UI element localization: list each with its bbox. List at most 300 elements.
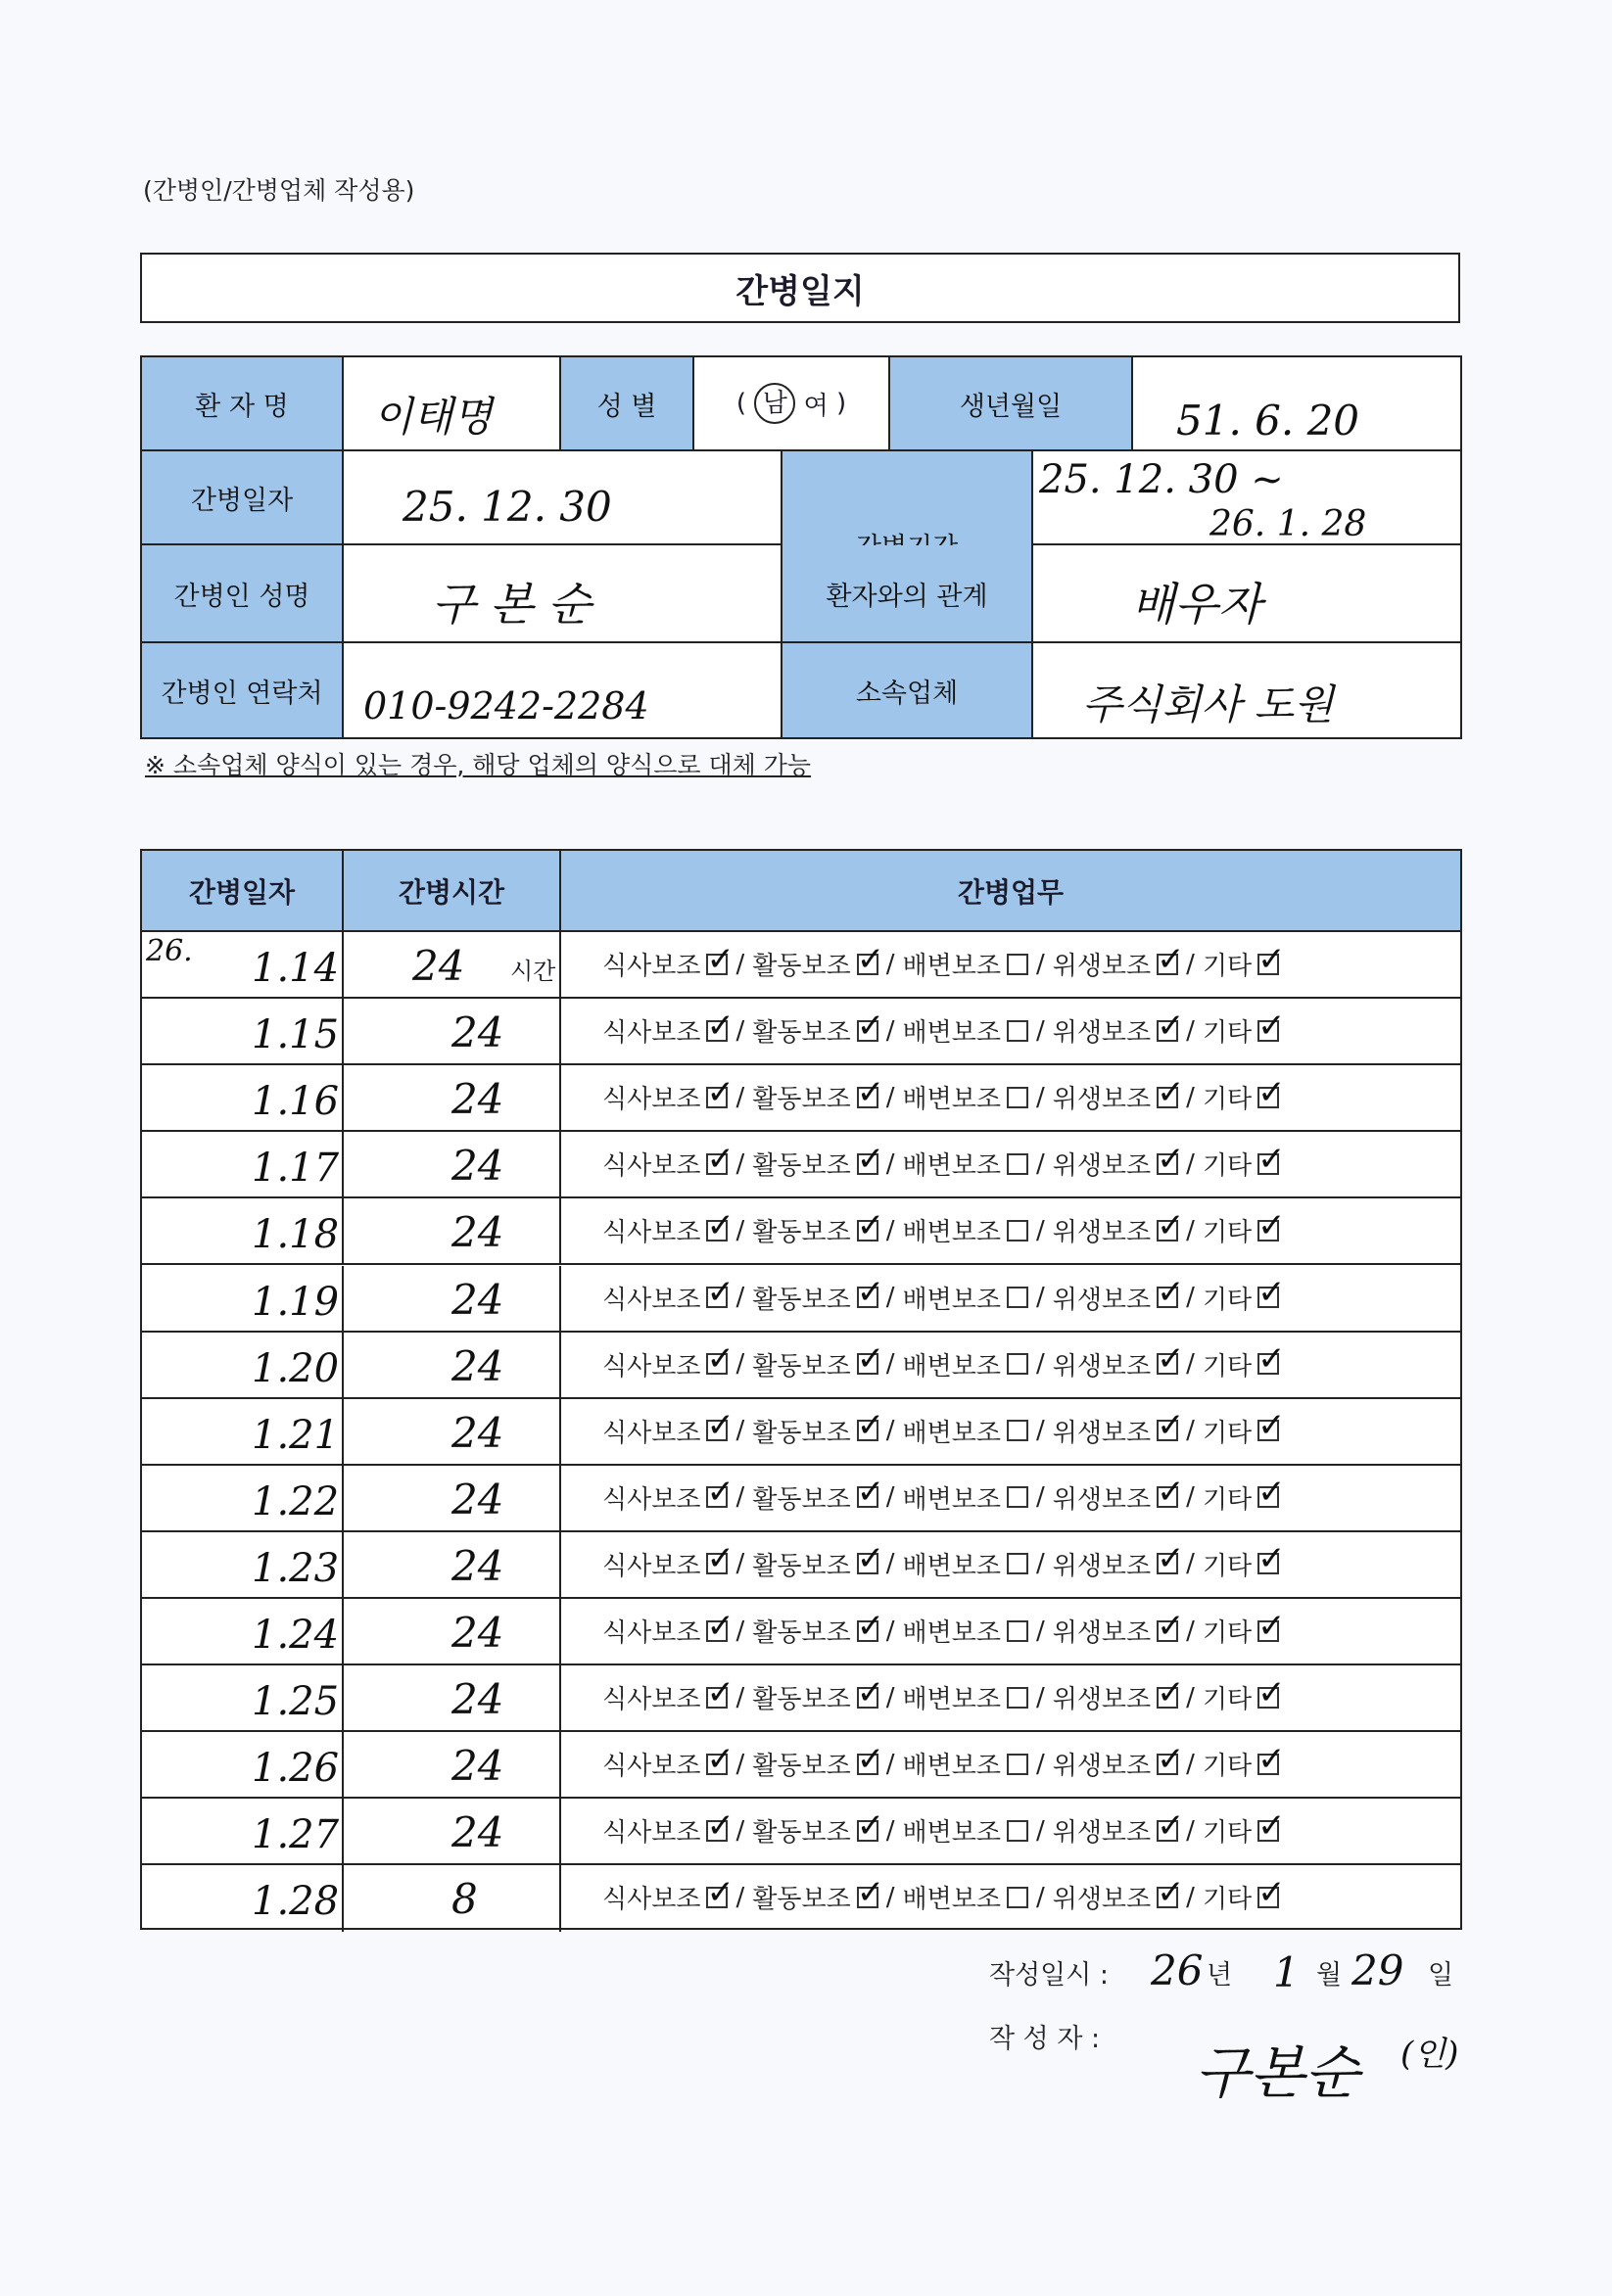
- checkmark-icon: ✓: [856, 1539, 885, 1579]
- separator: /: [1035, 1482, 1045, 1513]
- duty-checkbox[interactable]: [856, 1139, 885, 1179]
- duty-checkbox[interactable]: [1257, 1273, 1286, 1312]
- duty-checklist: [602, 1406, 1286, 1449]
- duty-checkbox[interactable]: [1157, 1205, 1185, 1245]
- duty-label: 위생보조: [1052, 1618, 1152, 1648]
- separator: /: [1186, 1882, 1195, 1912]
- duty-checkbox[interactable]: [1157, 1539, 1185, 1579]
- sex-option-female[interactable]: 여: [803, 391, 829, 421]
- duty-label: 식사보조: [602, 1285, 701, 1315]
- table-row: [142, 1599, 1460, 1665]
- checkmark-icon: ✓: [856, 1805, 885, 1846]
- separator: /: [1035, 949, 1045, 979]
- duty-label: 배변보조: [902, 1685, 1001, 1715]
- author-signature[interactable]: 구본순: [1195, 2039, 1360, 2106]
- duty-checkbox[interactable]: [1257, 1805, 1286, 1846]
- duty-label: 위생보조: [1052, 1885, 1152, 1915]
- duty-checkbox[interactable]: [856, 1473, 885, 1513]
- duty-checklist: [602, 1473, 1286, 1516]
- duty-checkbox[interactable]: [706, 1872, 735, 1912]
- log-hours[interactable]: 24: [451, 1408, 504, 1457]
- caregiver-name-label: 간병인 성명: [142, 545, 344, 643]
- duty-checkbox[interactable]: [1007, 1153, 1028, 1175]
- checkmark-icon: ✓: [1257, 1805, 1286, 1846]
- column-header-duties: 간병업무: [561, 851, 1460, 932]
- separator: /: [735, 1815, 745, 1846]
- duty-checkbox[interactable]: [1257, 1139, 1286, 1179]
- checkmark-icon: ✓: [856, 1273, 885, 1312]
- log-date[interactable]: 1.27: [252, 1812, 340, 1858]
- log-hours[interactable]: 24: [451, 1341, 504, 1390]
- duty-checkbox[interactable]: [1257, 1205, 1286, 1245]
- log-hours[interactable]: 24: [451, 1208, 504, 1257]
- duty-checklist: [602, 1139, 1286, 1182]
- duty-label: 위생보조: [1052, 1818, 1152, 1849]
- duty-checkbox[interactable]: [706, 1205, 735, 1245]
- checkmark-icon: ✓: [706, 1406, 735, 1446]
- duty-checkbox[interactable]: [1257, 1539, 1286, 1579]
- column-header-date: 간병일자: [142, 851, 344, 932]
- checkmark-icon: ✓: [706, 1739, 735, 1779]
- separator: /: [1186, 1682, 1195, 1712]
- separator: /: [735, 1349, 745, 1380]
- duty-checkbox[interactable]: [1007, 1087, 1028, 1108]
- checkmark-icon: ✓: [1257, 1672, 1286, 1712]
- duty-label: 활동보조: [752, 1218, 851, 1248]
- company-value[interactable]: 주식회사 도원: [1082, 680, 1334, 728]
- duty-label: 배변보조: [902, 1484, 1001, 1515]
- checkmark-icon: ✓: [1257, 1739, 1286, 1779]
- duty-checkbox[interactable]: [1007, 1820, 1028, 1842]
- month-unit: 월: [1316, 1960, 1343, 1991]
- duty-checklist: [602, 1205, 1286, 1248]
- duty-label: 활동보조: [752, 1085, 851, 1115]
- duty-checklist: [602, 1805, 1286, 1849]
- duty-label: 식사보조: [602, 1618, 701, 1648]
- checkmark-icon: ✓: [856, 1406, 885, 1446]
- duty-label: 배변보조: [902, 1018, 1001, 1049]
- duty-label: 기타: [1202, 952, 1253, 981]
- checkmark-icon: ✓: [1257, 1473, 1286, 1513]
- duty-label: 기타: [1202, 1285, 1253, 1315]
- duty-checklist: [602, 1739, 1286, 1782]
- form-type-label: (간병인/간병업체 작성용): [143, 176, 415, 205]
- duty-label: 배변보조: [902, 1752, 1001, 1782]
- duty-checkbox[interactable]: [856, 1205, 885, 1245]
- duty-checkbox[interactable]: [1007, 1553, 1028, 1574]
- checkmark-icon: ✓: [706, 1539, 735, 1579]
- duty-checkbox[interactable]: [856, 1006, 885, 1046]
- log-hours[interactable]: 24: [451, 1541, 504, 1590]
- log-date[interactable]: 1.22: [252, 1478, 340, 1524]
- duty-label: 활동보조: [752, 1685, 851, 1715]
- log-year-prefix[interactable]: 26.: [146, 934, 193, 968]
- log-date[interactable]: 1.19: [252, 1279, 340, 1325]
- checkmark-icon: ✓: [856, 1006, 885, 1046]
- separator: /: [1186, 1482, 1195, 1513]
- log-date[interactable]: 1.28: [252, 1879, 340, 1925]
- checkmark-icon: ✓: [1157, 1273, 1185, 1312]
- duty-checkbox[interactable]: [706, 939, 735, 979]
- duty-checkbox[interactable]: [1007, 1887, 1028, 1908]
- checkmark-icon: ✓: [1257, 1872, 1286, 1912]
- hour-unit: 시간: [510, 958, 556, 985]
- written-month[interactable]: 1: [1273, 1948, 1300, 1996]
- checkmark-icon: ✓: [1257, 1539, 1286, 1579]
- duty-checkbox[interactable]: [1007, 1420, 1028, 1441]
- checkmark-icon: ✓: [856, 1473, 885, 1513]
- duty-checkbox[interactable]: [1257, 1473, 1286, 1513]
- separator: /: [1035, 1616, 1045, 1646]
- checkmark-icon: ✓: [1157, 1672, 1185, 1712]
- log-hours[interactable]: 24: [451, 1275, 504, 1324]
- log-hours[interactable]: 24: [451, 1142, 504, 1191]
- checkmark-icon: ✓: [706, 1473, 735, 1513]
- duty-label: 식사보조: [602, 1418, 701, 1448]
- sex-option-male-circled[interactable]: 남: [754, 383, 795, 424]
- checkmark-icon: ✓: [706, 1805, 735, 1846]
- duty-label: 기타: [1202, 1151, 1253, 1182]
- duty-checkbox[interactable]: [1157, 1139, 1185, 1179]
- separator: /: [885, 1082, 895, 1112]
- duty-checkbox[interactable]: [856, 1739, 885, 1779]
- separator: /: [1186, 1416, 1195, 1446]
- duty-checkbox[interactable]: [1007, 1353, 1028, 1375]
- log-date[interactable]: 1.26: [252, 1746, 340, 1792]
- separator: /: [1186, 1749, 1195, 1779]
- separator: /: [1035, 1283, 1045, 1312]
- log-date[interactable]: 1.14: [252, 946, 340, 991]
- log-date[interactable]: 1.21: [252, 1412, 340, 1458]
- checkmark-icon: ✓: [1157, 1805, 1185, 1846]
- separator: /: [735, 1416, 745, 1446]
- separator: /: [885, 1148, 895, 1179]
- duty-checkbox[interactable]: [856, 1539, 885, 1579]
- duty-checkbox[interactable]: [706, 1606, 735, 1646]
- contact-value[interactable]: 010-9242-2284: [363, 684, 649, 727]
- duty-label: 식사보조: [602, 1218, 701, 1248]
- duty-checkbox[interactable]: [1157, 939, 1185, 979]
- duty-checklist: [602, 1606, 1286, 1649]
- duty-label: 기타: [1202, 1351, 1253, 1382]
- log-date[interactable]: 1.25: [252, 1679, 340, 1725]
- duty-label: 배변보조: [902, 1351, 1001, 1382]
- duty-label: 배변보조: [902, 1818, 1001, 1849]
- separator: /: [885, 949, 895, 979]
- duty-checkbox[interactable]: [1257, 1872, 1286, 1912]
- log-hours[interactable]: 24: [451, 1742, 504, 1791]
- duty-checkbox[interactable]: [1157, 1072, 1185, 1112]
- duty-label: 식사보조: [602, 1085, 701, 1115]
- separator: /: [735, 1682, 745, 1712]
- log-hours[interactable]: 24: [451, 1808, 504, 1857]
- log-hours[interactable]: 24: [451, 1075, 504, 1124]
- separator: /: [1035, 1549, 1045, 1579]
- log-hours[interactable]: 24: [412, 942, 465, 990]
- separator: /: [735, 1015, 745, 1046]
- duty-label: 식사보조: [602, 1752, 701, 1782]
- log-date[interactable]: 1.20: [252, 1345, 340, 1391]
- birth-date-value[interactable]: 51. 6. 20: [1176, 397, 1360, 445]
- duty-label: 배변보조: [902, 1285, 1001, 1315]
- table-row: [142, 1865, 1460, 1932]
- duty-label: 식사보조: [602, 952, 701, 981]
- separator: /: [1035, 1682, 1045, 1712]
- duty-checkbox[interactable]: [1257, 1006, 1286, 1046]
- duty-label: 식사보조: [602, 1685, 701, 1715]
- separator: /: [1035, 1015, 1045, 1046]
- care-period-start[interactable]: 25. 12. 30 ~: [1039, 457, 1284, 502]
- checkmark-icon: ✓: [1157, 1339, 1185, 1380]
- duty-label: 위생보조: [1052, 1218, 1152, 1248]
- duty-checkbox[interactable]: [1007, 954, 1028, 975]
- duty-label: 활동보조: [752, 1151, 851, 1182]
- duty-checkbox[interactable]: [706, 1473, 735, 1513]
- duty-checkbox[interactable]: [1157, 1273, 1185, 1312]
- separator: /: [1186, 1015, 1195, 1046]
- duty-checkbox[interactable]: [1157, 1672, 1185, 1712]
- checkmark-icon: ✓: [1157, 1139, 1185, 1179]
- duty-label: 활동보조: [752, 1351, 851, 1382]
- log-hours[interactable]: 24: [451, 1609, 504, 1657]
- column-header-hours: 간병시간: [344, 851, 561, 932]
- duty-label: 기타: [1202, 1685, 1253, 1715]
- duty-checkbox[interactable]: [1007, 1754, 1028, 1775]
- duty-checkbox[interactable]: [856, 1672, 885, 1712]
- care-date-label: 간병일자: [142, 451, 344, 545]
- checkmark-icon: ✓: [1157, 1739, 1185, 1779]
- duty-label: 위생보조: [1052, 1752, 1152, 1782]
- duty-checkbox[interactable]: [1157, 1606, 1185, 1646]
- contact-label: 간병인 연락처: [142, 643, 344, 737]
- duty-label: 활동보조: [752, 1285, 851, 1315]
- checkmark-icon: ✓: [706, 1205, 735, 1245]
- checkmark-icon: ✓: [1257, 1006, 1286, 1046]
- duty-checkbox[interactable]: [1257, 1406, 1286, 1446]
- separator: /: [735, 1148, 745, 1179]
- duty-label: 활동보조: [752, 1885, 851, 1915]
- duty-label: 활동보조: [752, 1618, 851, 1648]
- duty-label: 기타: [1202, 1418, 1253, 1448]
- separator: /: [1186, 1549, 1195, 1579]
- separator: /: [1186, 1215, 1195, 1245]
- checkmark-icon: ✓: [1157, 1606, 1185, 1646]
- duty-label: 활동보조: [752, 1818, 851, 1849]
- duty-checklist: [602, 1539, 1286, 1582]
- log-hours[interactable]: 8: [451, 1875, 478, 1924]
- separator: /: [885, 1349, 895, 1380]
- separator: /: [1186, 1082, 1195, 1112]
- duty-checkbox[interactable]: [706, 1139, 735, 1179]
- duty-checkbox[interactable]: [856, 1072, 885, 1112]
- duty-checkbox[interactable]: [1157, 1739, 1185, 1779]
- duty-checkbox[interactable]: [1257, 1739, 1286, 1779]
- separator: /: [885, 1549, 895, 1579]
- duty-checkbox[interactable]: [706, 1739, 735, 1779]
- log-date[interactable]: 1.24: [252, 1613, 340, 1658]
- table-row: [142, 1466, 1460, 1532]
- separator: /: [1035, 1815, 1045, 1846]
- duty-label: 활동보조: [752, 952, 851, 981]
- duty-label: 위생보조: [1052, 1018, 1152, 1049]
- separator: /: [735, 1616, 745, 1646]
- duty-checklist: [602, 1339, 1286, 1382]
- checkmark-icon: ✓: [1257, 1205, 1286, 1245]
- checkmark-icon: ✓: [706, 1339, 735, 1380]
- duty-checkbox[interactable]: [1007, 1486, 1028, 1508]
- checkmark-icon: ✓: [706, 1072, 735, 1112]
- day-unit: 일: [1428, 1960, 1454, 1991]
- duty-checkbox[interactable]: [1157, 1406, 1185, 1446]
- duty-label: 위생보조: [1052, 1685, 1152, 1715]
- duty-checkbox[interactable]: [1257, 1672, 1286, 1712]
- duty-label: 배변보조: [902, 1085, 1001, 1115]
- duty-checkbox[interactable]: [1007, 1220, 1028, 1242]
- checkmark-icon: ✓: [1157, 1406, 1185, 1446]
- checkmark-icon: ✓: [856, 1205, 885, 1245]
- duty-checkbox[interactable]: [706, 1406, 735, 1446]
- duty-checkbox[interactable]: [1007, 1020, 1028, 1042]
- written-day[interactable]: 29: [1351, 1946, 1404, 1994]
- patient-name-value[interactable]: 이태명: [373, 393, 493, 441]
- duty-checkbox[interactable]: [706, 1672, 735, 1712]
- duty-checkbox[interactable]: [1257, 939, 1286, 979]
- checkmark-icon: ✓: [706, 1273, 735, 1312]
- duty-checkbox[interactable]: [1157, 1872, 1185, 1912]
- separator: /: [885, 1416, 895, 1446]
- log-date[interactable]: 1.16: [252, 1079, 340, 1125]
- duty-label: 식사보조: [602, 1018, 701, 1049]
- log-date[interactable]: 1.17: [252, 1146, 340, 1192]
- page-title: 간병일지: [140, 253, 1460, 323]
- separator: /: [885, 1616, 895, 1646]
- company-label: 소속업체: [782, 643, 1033, 737]
- author-label: 작 성 자 :: [989, 2024, 1101, 2054]
- duty-checkbox[interactable]: [856, 939, 885, 979]
- duty-checkbox[interactable]: [1257, 1072, 1286, 1112]
- separator: /: [885, 1749, 895, 1779]
- duty-checkbox[interactable]: [856, 1805, 885, 1846]
- duty-checkbox[interactable]: [1257, 1339, 1286, 1380]
- checkmark-icon: ✓: [1157, 1872, 1185, 1912]
- checkmark-icon: ✓: [856, 1606, 885, 1646]
- written-year[interactable]: 26: [1151, 1946, 1204, 1994]
- separator: /: [1035, 1749, 1045, 1779]
- duty-checkbox[interactable]: [856, 1339, 885, 1380]
- checkmark-icon: ✓: [706, 1139, 735, 1179]
- checkmark-icon: ✓: [1257, 1139, 1286, 1179]
- care-log-table: [140, 849, 1462, 1930]
- log-date[interactable]: 1.18: [252, 1212, 340, 1258]
- duty-label: 기타: [1202, 1818, 1253, 1849]
- duty-checkbox[interactable]: [706, 1273, 735, 1312]
- sex-options[interactable]: ( 남 여 ): [694, 357, 890, 451]
- separator: /: [1035, 1882, 1045, 1912]
- checkmark-icon: ✓: [706, 1006, 735, 1046]
- duty-label: 위생보조: [1052, 1151, 1152, 1182]
- duty-checkbox[interactable]: [706, 1072, 735, 1112]
- log-hours[interactable]: 24: [451, 1008, 504, 1057]
- checkmark-icon: ✓: [1257, 939, 1286, 979]
- separator: /: [735, 1082, 745, 1112]
- duty-checkbox[interactable]: [706, 1006, 735, 1046]
- separator: /: [1035, 1416, 1045, 1446]
- checkmark-icon: ✓: [1257, 1406, 1286, 1446]
- separator: /: [1186, 1349, 1195, 1380]
- duty-checkbox[interactable]: [706, 1539, 735, 1579]
- separator: /: [885, 1015, 895, 1046]
- duty-checkbox[interactable]: [1157, 1339, 1185, 1380]
- relation-value[interactable]: 배우자: [1131, 578, 1262, 631]
- log-hours[interactable]: 24: [451, 1675, 504, 1724]
- duty-label: 식사보조: [602, 1885, 701, 1915]
- duty-label: 위생보조: [1052, 1551, 1152, 1581]
- care-date-value[interactable]: 25. 12. 30: [403, 483, 612, 531]
- duty-checklist: [602, 939, 1286, 982]
- duty-label: 활동보조: [752, 1418, 851, 1448]
- duty-checkbox[interactable]: [1007, 1287, 1028, 1308]
- care-period-end[interactable]: 26. 1. 28: [1209, 504, 1367, 544]
- duty-checkbox[interactable]: [856, 1872, 885, 1912]
- sex-label: 성 별: [561, 357, 694, 451]
- duty-label: 활동보조: [752, 1018, 851, 1049]
- duty-checkbox[interactable]: [1007, 1620, 1028, 1642]
- duty-checklist: [602, 1672, 1286, 1715]
- duty-label: 활동보조: [752, 1484, 851, 1515]
- duty-checkbox[interactable]: [706, 1339, 735, 1380]
- separator: /: [885, 1283, 895, 1312]
- table-row: [142, 1333, 1460, 1399]
- duty-label: 식사보조: [602, 1151, 701, 1182]
- duty-checkbox[interactable]: [1157, 1473, 1185, 1513]
- checkmark-icon: ✓: [856, 939, 885, 979]
- separator: /: [1035, 1215, 1045, 1245]
- duty-checkbox[interactable]: [856, 1273, 885, 1312]
- duty-checkbox[interactable]: [856, 1606, 885, 1646]
- duty-label: 위생보조: [1052, 952, 1152, 981]
- table-row: [142, 1132, 1460, 1198]
- duty-checklist: [602, 1273, 1286, 1316]
- duty-label: 기타: [1202, 1752, 1253, 1782]
- duty-label: 위생보조: [1052, 1418, 1152, 1448]
- year-unit: 년: [1207, 1960, 1233, 1991]
- table-row: [142, 1532, 1460, 1599]
- duty-checkbox[interactable]: [856, 1406, 885, 1446]
- duty-label: 식사보조: [602, 1551, 701, 1581]
- duty-label: 위생보조: [1052, 1085, 1152, 1115]
- log-date[interactable]: 1.23: [252, 1545, 340, 1591]
- substitution-note: ※ 소속업체 양식이 있는 경우, 해당 업체의 양식으로 대체 가능: [145, 751, 812, 779]
- log-hours[interactable]: 24: [451, 1475, 504, 1523]
- separator: /: [885, 1682, 895, 1712]
- duty-checkbox[interactable]: [1157, 1006, 1185, 1046]
- patient-info-table: [140, 355, 1462, 739]
- duty-label: 활동보조: [752, 1752, 851, 1782]
- duty-checkbox[interactable]: [1007, 1687, 1028, 1709]
- separator: /: [1186, 1616, 1195, 1646]
- duty-checkbox[interactable]: [1157, 1805, 1185, 1846]
- caregiver-name-value[interactable]: 구 본 순: [432, 578, 592, 631]
- duty-label: 배변보조: [902, 1551, 1001, 1581]
- log-date[interactable]: 1.15: [252, 1012, 340, 1058]
- checkmark-icon: ✓: [856, 1872, 885, 1912]
- duty-checkbox[interactable]: [1257, 1606, 1286, 1646]
- separator: /: [735, 1283, 745, 1312]
- checkmark-icon: ✓: [1157, 1473, 1185, 1513]
- patient-name-label: 환 자 명: [142, 357, 344, 451]
- duty-checkbox[interactable]: [706, 1805, 735, 1846]
- checkmark-icon: ✓: [1157, 1072, 1185, 1112]
